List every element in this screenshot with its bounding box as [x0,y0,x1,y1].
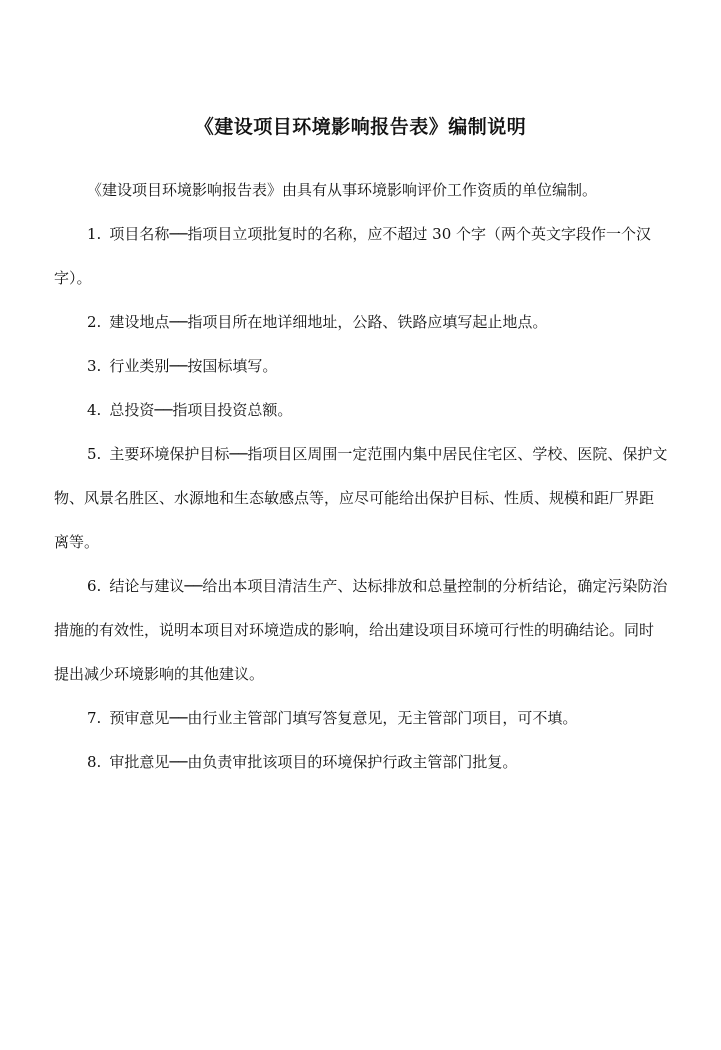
list-item-number: 2. [87,313,102,331]
list-item-text: 结论与建议──给出本项目清洁生产、达标排放和总量控制的分析结论，确定污染防治措施的有效性，说明本项目对环境造成的影响，给出建设项目环境可行性的明确结论。同时提出减少环境影响的其他建议。 [54,577,668,683]
list-item-5 [54,432,668,564]
list-item-number: 5. [87,445,102,463]
list-item-text: 行业类别──按国标填写。 [109,357,278,375]
list-item-7 [54,696,668,740]
list-item-number: 8. [87,753,102,771]
list-item-text: 主要环境保护目标──指项目区周围一定范围内集中居民住宅区、学校、医院、保护文物、风景名胜区、水源地和生态敏感点等，应尽可能给出保护目标、性质、规模和距厂界距离等。 [54,445,668,551]
list-item-2 [54,300,668,344]
list-item-6 [54,564,668,696]
list-item-text: 建设地点──指项目所在地详细地址，公路、铁路应填写起止地点。 [109,313,548,331]
intro-paragraph: 《建设项目环境影响报告表》由具有从事环境影响评价工作资质的单位编制。 [87,181,598,199]
list-item-number: 7. [87,709,102,727]
list-item-text: 审批意见──由负责审批该项目的环境保护行政主管部门批复。 [109,753,518,771]
list-item-1 [54,212,668,300]
list-item-4 [54,388,668,432]
list-item-text: 总投资──指项目投资总额。 [109,401,293,419]
list-item-3 [54,344,668,388]
list-item-text: 项目名称──指项目立项批复时的名称，应不超过 30 个字（两个英文字段作一个汉字）。 [54,225,652,287]
list-item-text: 预审意见──由行业主管部门填写答复意见，无主管部门项目，可不填。 [109,709,578,727]
list-item-number: 3. [87,357,102,375]
list-item-number: 4. [87,401,102,419]
list-item-8 [54,740,668,784]
document-title: 《建设项目环境影响报告表》编制说明 [194,116,527,138]
list-item-number: 6. [87,577,102,595]
list-item-number: 1. [87,225,102,243]
